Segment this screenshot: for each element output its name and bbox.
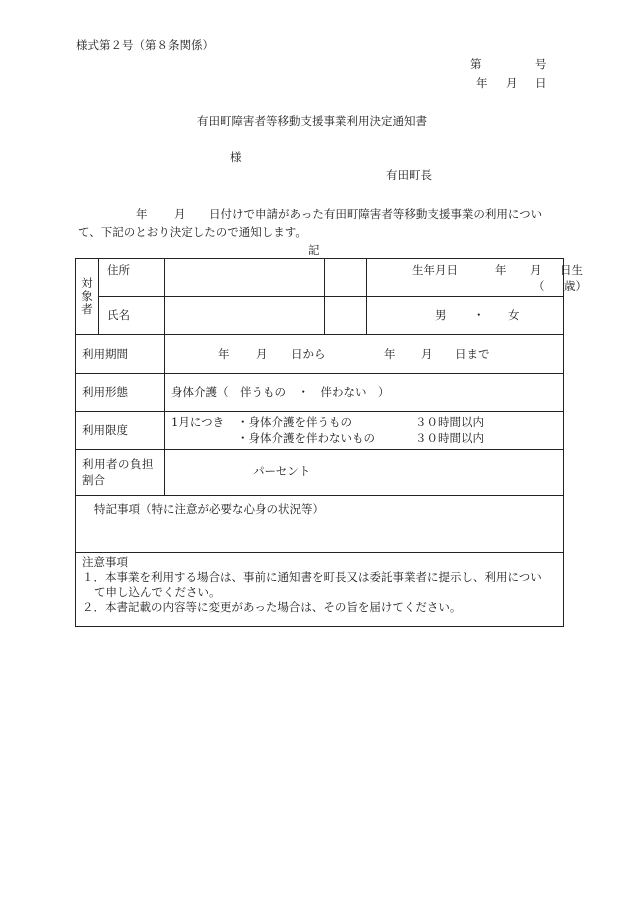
address-label: 住所 bbox=[107, 263, 130, 277]
ki-heading: 記 bbox=[308, 243, 320, 257]
form-value-cell[interactable] bbox=[165, 374, 564, 412]
gender-cell[interactable] bbox=[367, 297, 564, 335]
limit-per-month: 1月につき bbox=[171, 415, 225, 429]
address-extra-cell[interactable] bbox=[325, 259, 367, 297]
form-label-cell bbox=[76, 374, 165, 412]
burden-value: パーセント bbox=[253, 464, 311, 478]
period-label: 利用期間 bbox=[82, 347, 128, 361]
period-to-day: 日まで bbox=[455, 347, 490, 361]
subject-label-char: 象 bbox=[81, 288, 93, 303]
doc-number-prefix: 第 bbox=[470, 57, 482, 71]
caution-note-1: １．本事業を利用する場合は、事前に通知書を町長又は委託事業者に提示し、利用につい bbox=[82, 570, 542, 584]
subject-label-char: 対 bbox=[81, 275, 93, 290]
birth-label: 生年月日 bbox=[412, 263, 458, 277]
period-label-cell bbox=[76, 335, 165, 374]
period-to-year: 年 bbox=[384, 347, 396, 361]
address-label-cell bbox=[99, 259, 165, 297]
address-value-cell[interactable] bbox=[165, 259, 325, 297]
body-month: 月 bbox=[174, 207, 186, 221]
name-label: 氏名 bbox=[107, 308, 130, 322]
burden-label-cell bbox=[76, 450, 165, 496]
caution-note-1-cont: て申し込んでください。 bbox=[94, 585, 221, 599]
decision-table bbox=[75, 258, 587, 627]
subject-label-char: 者 bbox=[81, 302, 93, 317]
birth-day: 日生 bbox=[560, 263, 583, 277]
issuer-name: 有田町長 bbox=[386, 168, 432, 182]
issue-date-year: 年 bbox=[476, 76, 488, 90]
form-number: 様式第２号（第８条関係） bbox=[76, 38, 214, 52]
limit-item-without-care: ・身体介護を伴わないもの bbox=[237, 431, 375, 445]
doc-number-suffix: 号 bbox=[535, 57, 547, 71]
caution-notes-title: 注意事項 bbox=[82, 555, 128, 569]
birth-cell[interactable] bbox=[367, 259, 587, 297]
caution-note-2: ２．本書記載の内容等に変更があった場合は、その旨を届けてください。 bbox=[82, 600, 462, 614]
birth-month: 月 bbox=[530, 263, 542, 277]
age-open: （ bbox=[533, 279, 545, 293]
body-line1: 日付けで申請があった有田町障害者等移動支援事業の利用につい bbox=[209, 207, 543, 221]
document-title: 有田町障害者等移動支援事業利用決定通知書 bbox=[197, 114, 427, 128]
period-to-month: 月 bbox=[421, 347, 433, 361]
special-notes-label: 特記事項（特に注意が必要な心身の状況等） bbox=[94, 502, 324, 516]
subject-label-cell bbox=[76, 259, 99, 335]
period-from-month: 月 bbox=[256, 347, 268, 361]
name-value-cell[interactable] bbox=[165, 297, 325, 335]
body-year: 年 bbox=[136, 207, 148, 221]
limit-value-cell[interactable] bbox=[165, 412, 564, 450]
form-label: 利用形態 bbox=[82, 385, 128, 399]
caution-notes-cell bbox=[76, 553, 564, 627]
name-label-cell bbox=[99, 297, 165, 335]
limit-item-with-care: ・身体介護を伴うもの bbox=[237, 415, 352, 429]
gender-separator: ・ bbox=[473, 308, 485, 322]
limit-label-cell bbox=[76, 412, 165, 450]
limit-label: 利用限度 bbox=[82, 423, 128, 437]
issue-date-month: 月 bbox=[506, 76, 518, 90]
period-value-cell[interactable] bbox=[165, 335, 564, 374]
period-from-day: 日から bbox=[291, 347, 326, 361]
issue-date-day: 日 bbox=[535, 76, 547, 90]
burden-label-line1: 利用者の負担 bbox=[82, 457, 154, 471]
gender-female: 女 bbox=[508, 308, 520, 322]
limit-hours-with-care: ３０時間以内 bbox=[415, 415, 484, 429]
birth-year: 年 bbox=[495, 263, 507, 277]
age-close: 歳） bbox=[564, 279, 587, 293]
special-notes-cell[interactable] bbox=[76, 496, 564, 553]
burden-value-cell[interactable] bbox=[165, 450, 564, 496]
addressee-honorific: 様 bbox=[230, 150, 242, 164]
burden-label-line2: 割合 bbox=[82, 473, 105, 487]
name-extra-cell[interactable] bbox=[325, 297, 367, 335]
period-from-year: 年 bbox=[218, 347, 230, 361]
gender-male: 男 bbox=[435, 308, 447, 322]
limit-hours-without-care: ３０時間以内 bbox=[415, 431, 484, 445]
form-value: 身体介護（ 伴うもの ・ 伴わない ） bbox=[171, 385, 390, 399]
body-line2: て、下記のとおり決定したので通知します。 bbox=[78, 225, 307, 239]
